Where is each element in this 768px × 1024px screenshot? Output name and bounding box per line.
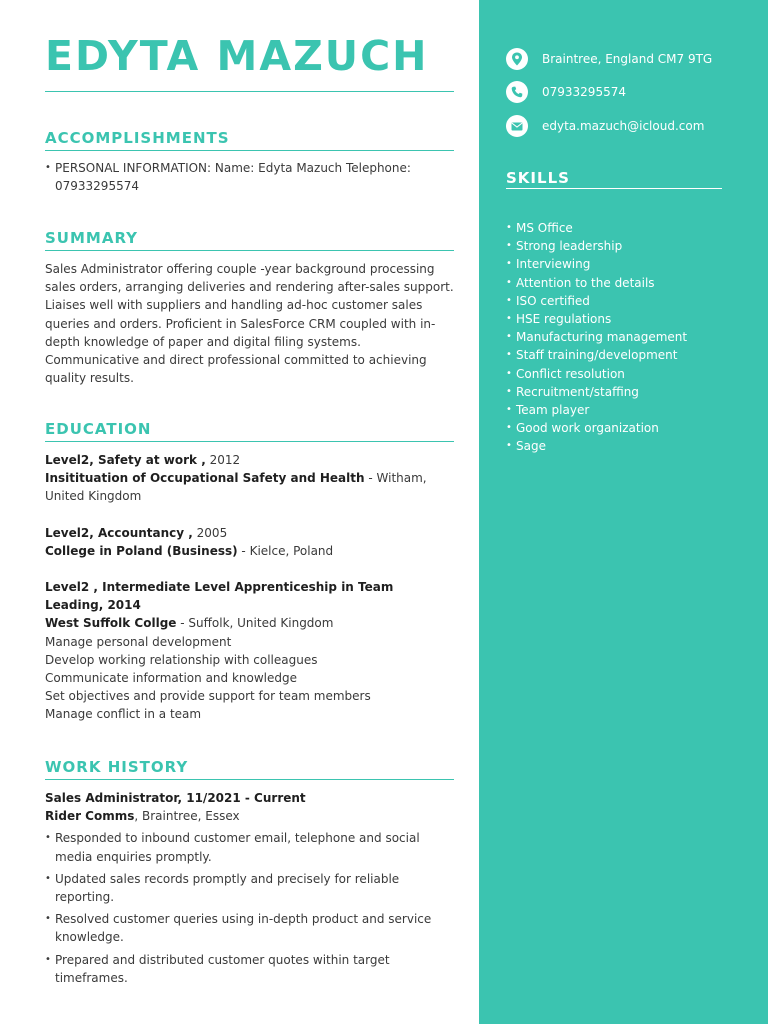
candidate-name: EDYTA MAZUCH [45,32,429,80]
year: 2012 [205,453,241,467]
contact-email [506,115,704,137]
contact-address-text: Braintree, England CM7 9TG [542,52,713,66]
contact-sidebar [479,0,768,1024]
skill-item: • Strong leadership [506,237,687,255]
school-location: - Witham, United Kingdom [45,471,427,504]
skills-list [506,219,687,456]
degree: Level2 , Intermediate Level Apprenticeship in Team Leading, [45,580,394,613]
job-bullet: • Prepared and distributed customer quotes within target timeframes. [45,951,454,987]
degree: Level2, Safety at work , [45,453,206,467]
job-bullet: • Resolved customer queries using in-depth product and service knowledge. [45,910,454,946]
skill-item: • Manufacturing management [506,328,687,346]
accomplishments-section [45,159,454,195]
summary-section [45,260,454,387]
year: 2005 [192,525,228,540]
skill-item: • MS Office [506,219,687,237]
year: 2014 [103,598,141,613]
skills-heading: SKILLS [506,169,722,189]
school: Insitituation of Occupational Safety and Health [45,471,365,486]
school: West Suffolk Collge [45,616,177,631]
skill-item: • Team player [506,401,687,419]
skill-item: • ISO certified [506,292,687,310]
education-detail: Manage conflict in a team [45,707,202,722]
job-bullet: • Responded to inbound customer email, telephone and social media enquiries promptly. [45,829,454,865]
school-location: - Suffolk, United Kingdom [176,616,334,631]
education-detail: Develop working relationship with colleagues [45,652,318,667]
skill-item: • Staff training/development [506,346,687,364]
company: Rider Comms [45,809,135,824]
contact-email-text: edyta.mazuch@icloud.com [542,119,705,133]
school-location: - Kielce, Poland [237,543,334,558]
envelope-icon [506,115,528,137]
skill-item: • Conflict resolution [506,365,687,383]
education-entry [45,578,454,724]
job-title: Sales Administrator [45,791,178,805]
skill-item: • Good work organization [506,419,687,437]
contact-phone-text: 07933295574 [542,85,626,99]
school: College in Poland (Business) [45,543,238,558]
education-heading: EDUCATION [45,420,454,442]
contact-phone [506,81,626,103]
accomplishments-heading: ACCOMPLISHMENTS [45,129,454,151]
degree: Level2, Accountancy , [45,525,193,540]
accomplishment-item: • PERSONAL INFORMATION: Name: Edyta Mazuch Telephone: 07933295574 [45,159,454,195]
skill-item: • Recruitment/staffing [506,383,687,401]
skill-item: • Attention to the details [506,274,687,292]
summary-text: Sales Administrator offering couple -year background processing sales orders, arranging deliveries and rendering after-sales support. Liaises well with suppliers and handling ad-hoc customer sales queries and orders. Proficient in SalesForce CRM coupled with in-depth knowledge of paper and digital filing systems. Communicative and direct professional committed to achieving quality results. [45,262,454,386]
education-detail: Manage personal development [45,634,232,649]
skill-item: • Interviewing [506,255,687,273]
education-detail: Set objectives and provide support for team members [45,689,371,704]
education-entry [45,524,454,560]
education-entry [45,451,454,506]
name-divider [45,91,454,92]
education-section [45,451,454,724]
job-bullet: • Updated sales records promptly and precisely for reliable reporting. [45,870,454,906]
education-detail: Communicate information and knowledge [45,671,298,686]
company-location: , Braintree, Essex [134,809,240,824]
skill-item: • HSE regulations [506,310,687,328]
contact-address [506,48,712,70]
location-pin-icon [506,48,528,70]
work-history-heading: WORK HISTORY [45,758,454,780]
summary-heading: SUMMARY [45,229,454,251]
skill-item: • Sage [506,437,687,455]
job-dates: , 11/2021 - Current [177,791,306,805]
work-history-section [45,789,454,987]
phone-icon [506,81,528,103]
